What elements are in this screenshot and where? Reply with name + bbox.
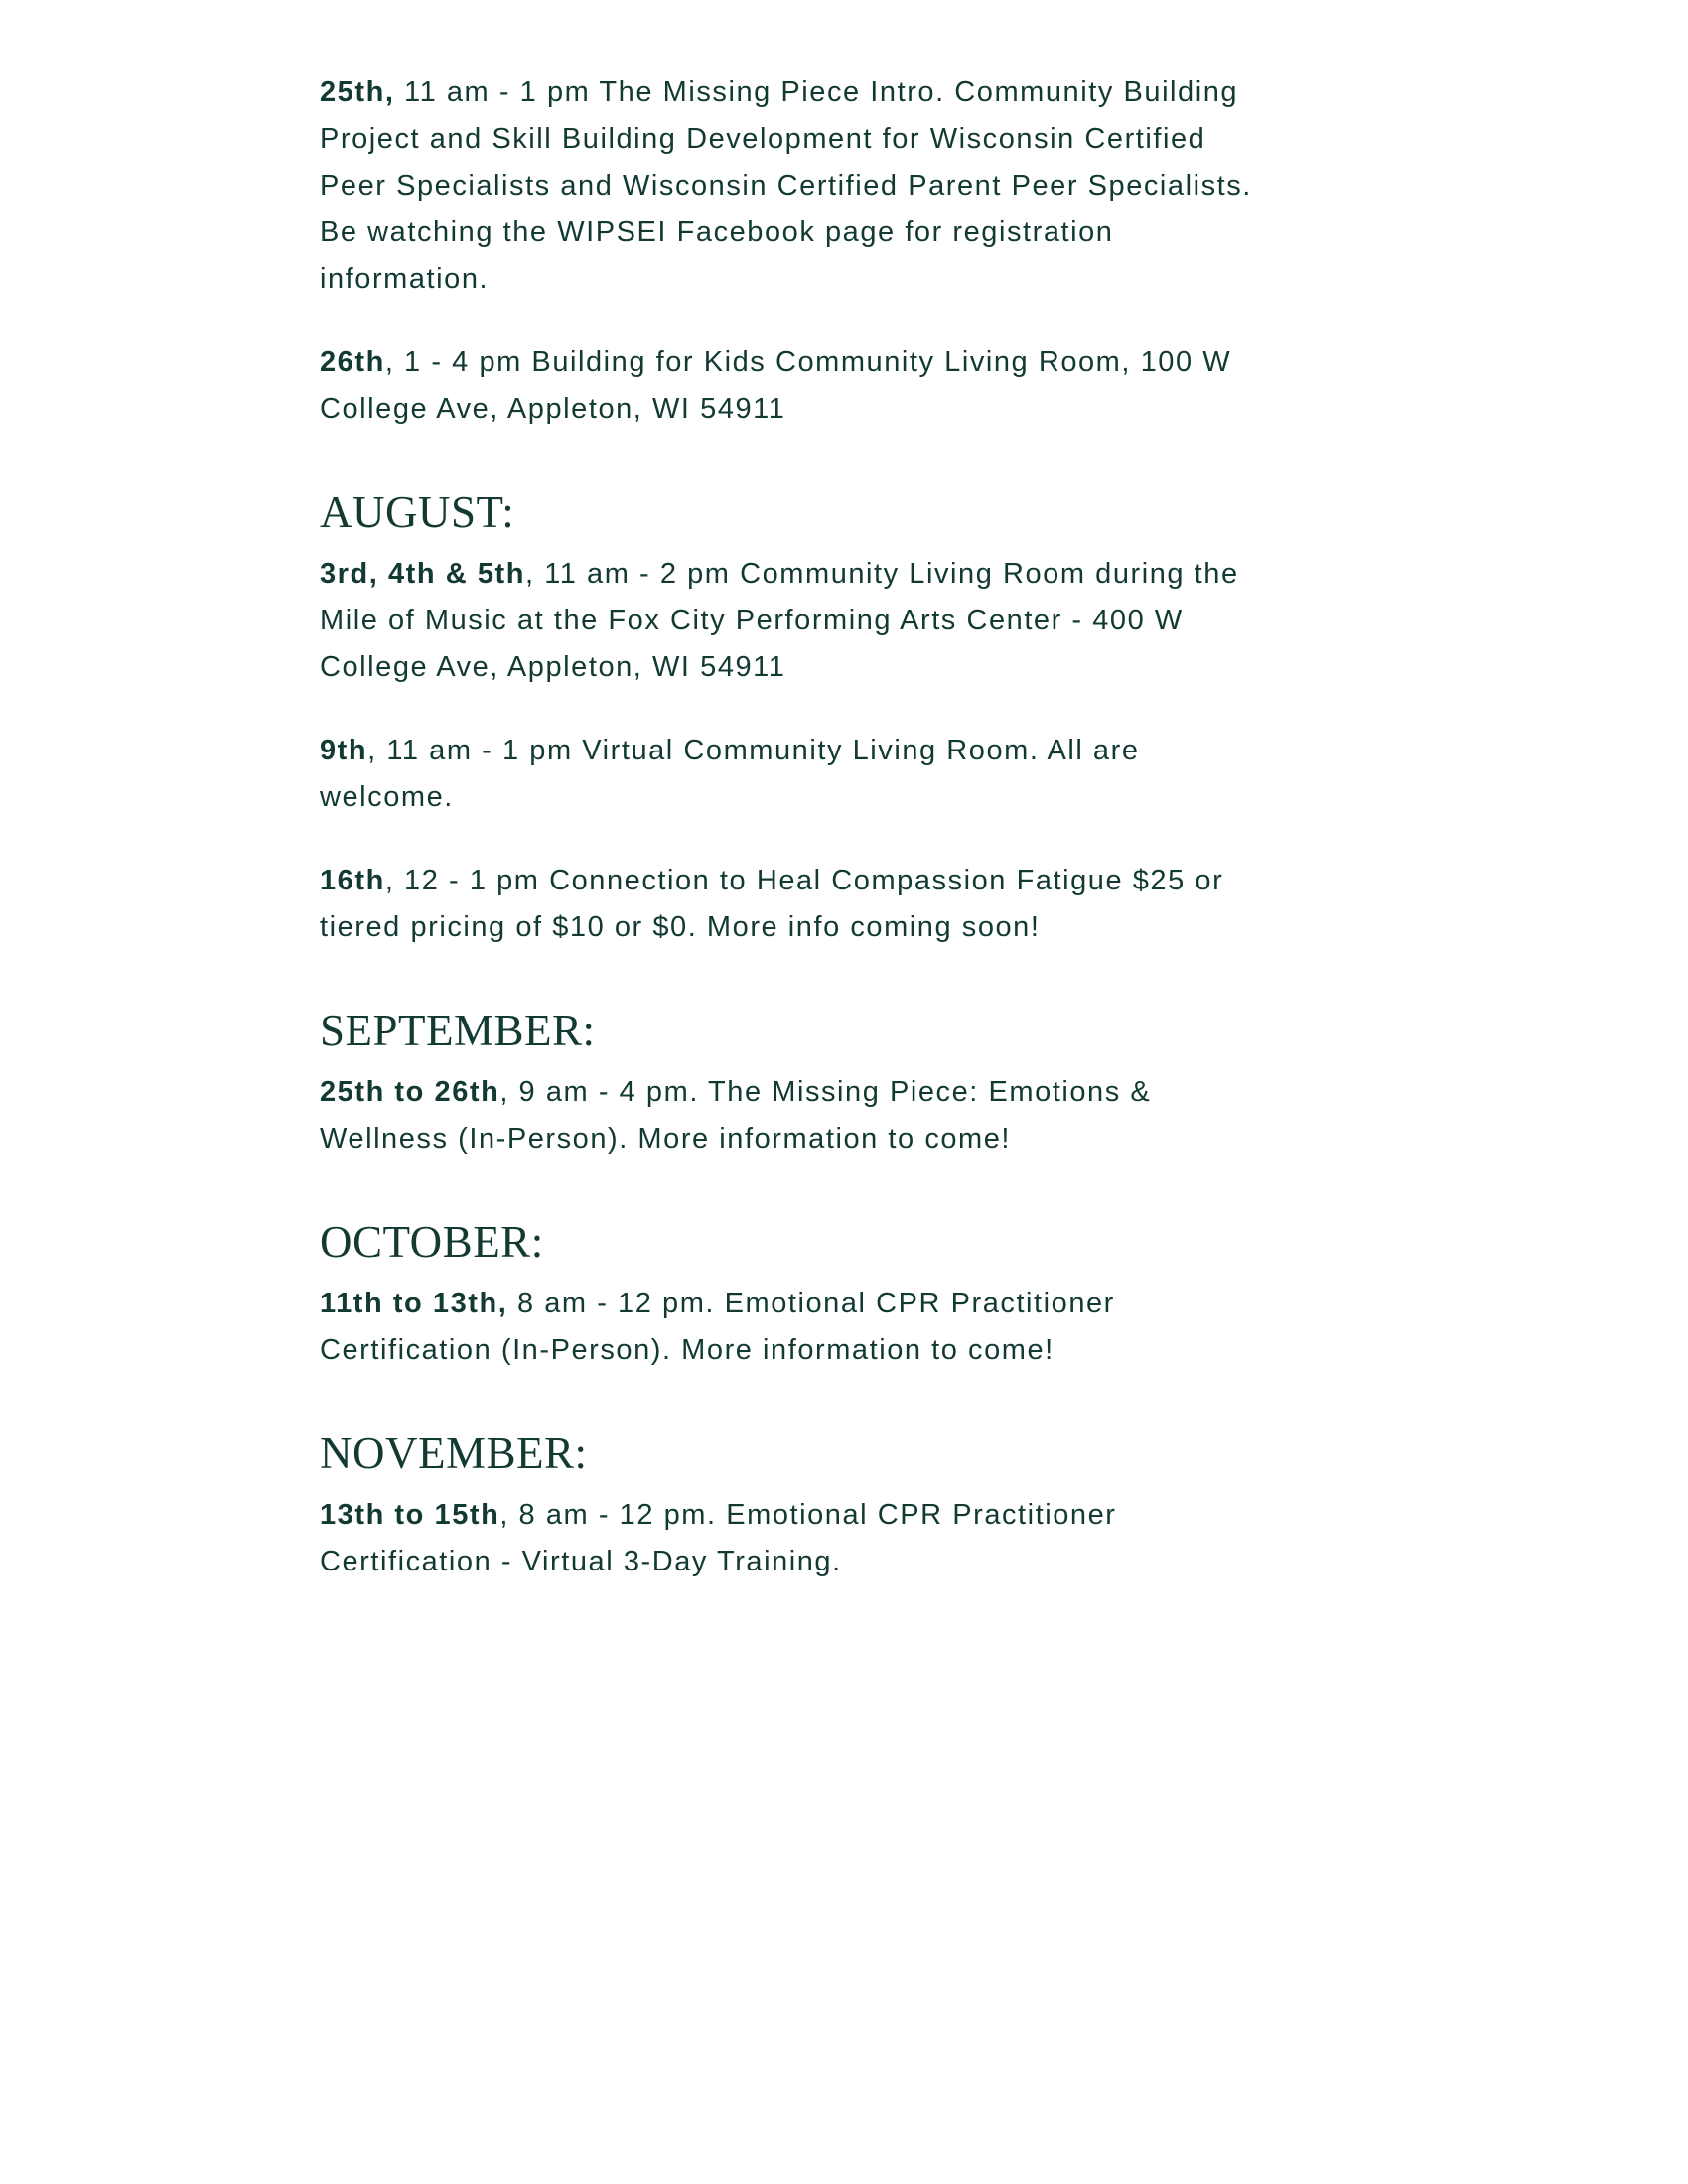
event-date: 13th to 15th — [320, 1499, 500, 1531]
event-date: 16th — [320, 865, 385, 896]
event-date: 26th — [320, 346, 385, 378]
month-heading-october: OCTOBER: — [320, 1217, 544, 1267]
event-text: Certification (In-Person). More information to come! — [320, 1334, 1055, 1366]
event-date: 25th, — [320, 76, 395, 108]
event-text: Mile of Music at the Fox City Performing Arts Center - 400 W — [320, 605, 1184, 636]
event-text: College Ave, Appleton, WI 54911 — [320, 393, 786, 425]
event-text: Project and Skill Building Development for Wisconsin Certified — [320, 123, 1206, 155]
event-text: welcome. — [320, 781, 454, 813]
event-text: Wellness (In-Person). More information to come! — [320, 1123, 1012, 1155]
month-heading-august: AUGUST: — [320, 487, 515, 537]
event-text: Certification - Virtual 3-Day Training. — [320, 1546, 842, 1577]
event-date: 9th — [320, 735, 368, 766]
event-july-25 — [320, 69, 1392, 303]
event-text: , 9 am - 4 pm. The Missing Piece: Emotions & — [499, 1076, 1152, 1108]
event-text: Be watching the WIPSEI Facebook page for registration — [320, 216, 1114, 248]
event-text: , 8 am - 12 pm. Emotional CPR Practitioner — [499, 1499, 1117, 1531]
event-text: 8 am - 12 pm. Emotional CPR Practitioner — [507, 1288, 1115, 1319]
event-august-9 — [320, 728, 1392, 821]
event-august-3-4-5 — [320, 551, 1392, 691]
event-date: 25th to 26th — [320, 1076, 500, 1108]
event-text: , 11 am - 1 pm Virtual Community Living Room. All are — [367, 735, 1140, 766]
month-heading-september: SEPTEMBER: — [320, 1006, 596, 1055]
month-heading-november: NOVEMBER: — [320, 1429, 588, 1478]
event-date: 11th to 13th, — [320, 1288, 508, 1319]
section-september — [320, 1004, 1392, 1162]
event-november-13-15 — [320, 1492, 1392, 1585]
event-text: , 1 - 4 pm Building for Kids Community Living Room, 100 W — [384, 346, 1232, 378]
event-july-26 — [320, 340, 1392, 433]
event-text: information. — [320, 263, 490, 295]
event-text: , 12 - 1 pm Connection to Heal Compassion Fatigue $25 or — [384, 865, 1224, 896]
event-september-25-26 — [320, 1069, 1392, 1162]
event-august-16 — [320, 858, 1392, 951]
event-text: 11 am - 1 pm The Missing Piece Intro. Community Building — [394, 76, 1239, 108]
section-august — [320, 485, 1392, 951]
event-text: Peer Specialists and Wisconsin Certified Parent Peer Specialists. — [320, 170, 1252, 202]
event-text: , 11 am - 2 pm Community Living Room during the — [525, 558, 1239, 590]
section-july-continued — [320, 69, 1392, 433]
event-date: 3rd, 4th & 5th — [320, 558, 525, 590]
section-october — [320, 1215, 1392, 1374]
event-text: tiered pricing of $10 or $0. More info coming soon! — [320, 911, 1041, 943]
event-text: College Ave, Appleton, WI 54911 — [320, 651, 786, 683]
events-calendar-page — [320, 69, 1392, 1622]
section-november — [320, 1427, 1392, 1585]
event-october-11-13 — [320, 1281, 1392, 1374]
